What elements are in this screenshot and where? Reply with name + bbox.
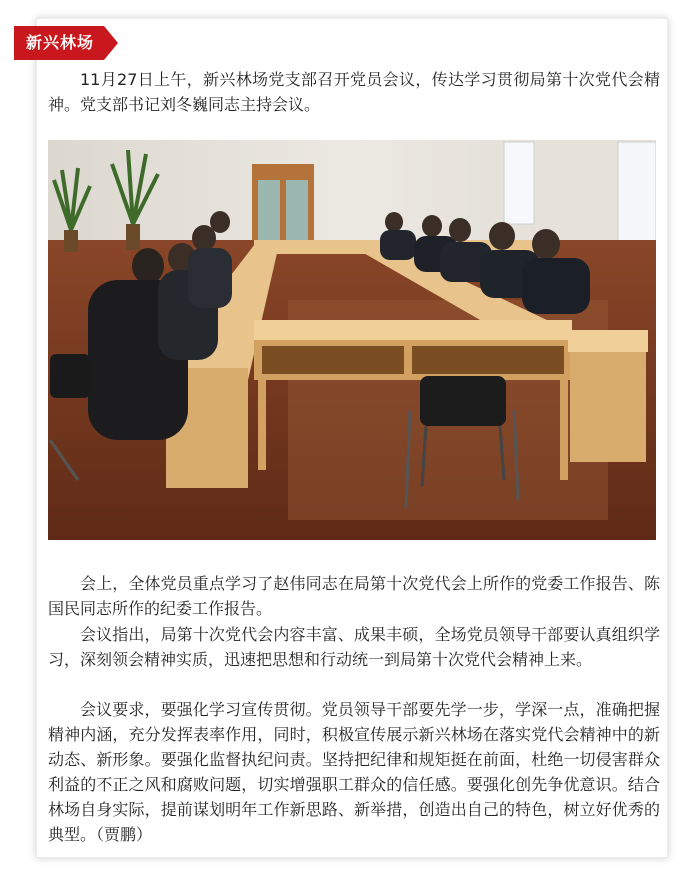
desk-front-shelf-1 <box>262 346 404 374</box>
desk-front-top <box>254 320 572 340</box>
desk-leg-left <box>258 380 266 470</box>
section-tag <box>14 26 118 60</box>
article-paragraph: 会议要求，要强化学习宣传贯彻。党员领导干部要先学一步，学深一点，准确把握精神内涵，充分发挥表率作用，同时，积极宣传展示新兴林场在落实党代会精神中的新动态、新形象。要强化监督执纪问责。坚持把纪律和规矩挺在前面，杜绝一切侵害群众利益的不正之风和腐败问题，切实增强职工群众的信任感。要强化创先争优意识。结合林场自身实际，提前谋划明年工作新思路、新举措，创造出自己的特色，树立好优秀的典型。（贾鹏） <box>48 700 660 844</box>
window-left <box>504 142 534 224</box>
article-intro: 11月27日上午，新兴林场党支部召开党员会议，传达学习贯彻局第十次党代会精神。党支部书记刘冬巍同志主持会议。 <box>48 70 660 114</box>
desk-right-front <box>568 330 648 352</box>
section-tag-arrow <box>104 26 118 60</box>
door-glass-right <box>286 180 308 240</box>
desk-right-body <box>570 352 646 462</box>
desk-front-shelf-2 <box>412 346 564 374</box>
desk-leg-right <box>560 380 568 480</box>
photo-illustration <box>48 140 656 540</box>
article-paragraph: 会议指出，局第十次党代会内容丰富、成果丰硕，全场党员领导干部要认真组织学习，深刻领会精神实质，迅速把思想和行动统一到局第十次党代会精神上来。 <box>48 625 660 669</box>
window-right <box>618 142 656 242</box>
meeting-room-photo <box>48 140 656 540</box>
section-tag-label: 新兴林场 <box>26 33 95 52</box>
article-paragraph: 会上，全体党员重点学习了赵伟同志在局第十次党代会上所作的党委工作报告、陈国民同志所作的纪委工作报告。 <box>48 574 660 618</box>
door-glass-left <box>258 180 280 240</box>
